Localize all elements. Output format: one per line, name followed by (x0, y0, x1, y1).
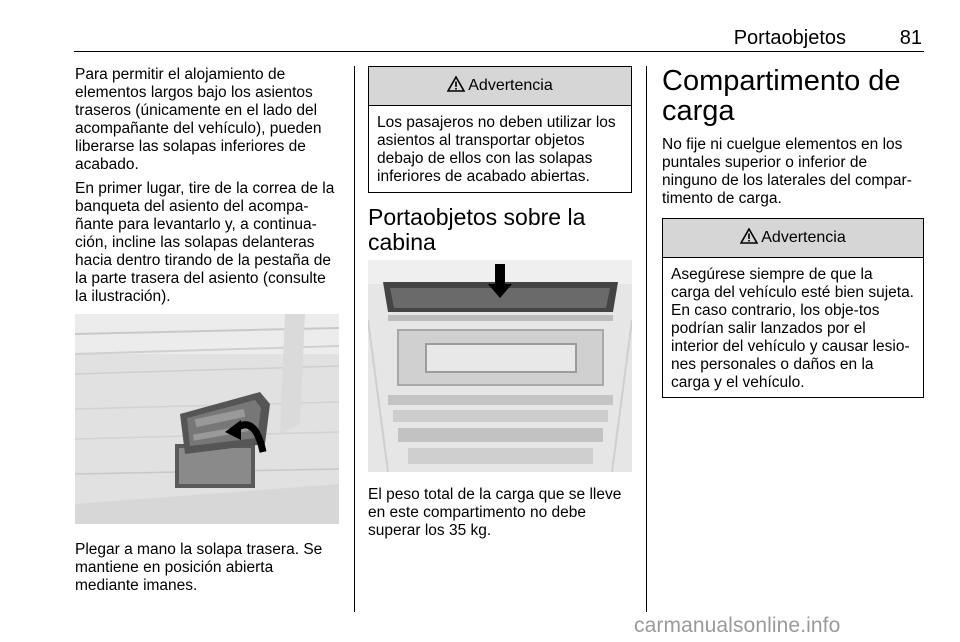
warning-header (369, 67, 631, 106)
warning-text: Asegúrese siempre de que la carga del vehículo esté bien sujeta. En caso contrario, los obje-tos podrían salir lanzados por el interior del vehículo y causar lesio-nes personales o daños en la carga y el vehículo. (671, 266, 914, 391)
warning-title: Advertencia (761, 229, 846, 246)
instruction-paragraph: En primer lugar, tire de la correa de la banqueta del asiento del acompa-ñante para levantarlo y, a continua-ción, incline las solapas delanteras hacia dentro tirando de la pestaña de la parte trasera del asiento (consulte la ilustración). (75, 180, 335, 305)
overhead-storage-illustration (368, 260, 632, 472)
cargo-paragraph: No fije ni cuelgue elementos en los puntales superior o inferior de ninguno de los laterales del compar-timento de carga. (662, 136, 912, 207)
warning-title: Advertencia (468, 77, 553, 94)
overhead-section-heading-wrap (368, 205, 634, 255)
intro-paragraph: Para permitir el alojamiento de elementos largos bajo los asientos traseros (únicamente en el lado del acompañante del vehículo), pueden liberarse las solapas inferiores de acabado. (75, 66, 322, 173)
left-image-caption (75, 541, 341, 601)
left-column (75, 66, 341, 312)
page-header-title: Portaobjetos (733, 27, 846, 49)
warning-text: Los pasajeros no deben utilizar los asientos al transportar objetos debajo de ellos con las solapas inferiores de acabado abiertas. (377, 114, 616, 185)
warning-triangle-icon (740, 228, 758, 249)
seat-flap-illustration (75, 314, 339, 524)
warning-triangle-icon (447, 76, 465, 97)
cargo-paragraph-wrap (662, 136, 924, 214)
section-heading-cargo-compartment: Compartimento de carga (662, 65, 901, 127)
middle-image-caption (368, 486, 634, 546)
warning-header (663, 219, 923, 258)
section-heading-overhead-storage: Portaobjetos sobre la cabina (368, 204, 586, 255)
footer-watermark: carmanualsonline.info (634, 614, 841, 637)
seat-flap-caption: Plegar a mano la solapa trasera. Se mantiene en posición abierta mediante imanes. (75, 541, 323, 594)
page-number: 81 (899, 27, 922, 49)
column-divider-right (646, 66, 647, 612)
overhead-storage-caption: El peso total de la carga que se lleve en este compartimento no debe superar los 35 kg. (368, 486, 622, 539)
warning-box-cargo (662, 218, 924, 398)
column-divider-left (354, 66, 355, 612)
warning-box-seats (368, 66, 632, 193)
cargo-section-heading-wrap (662, 66, 924, 126)
header-divider (74, 51, 924, 52)
